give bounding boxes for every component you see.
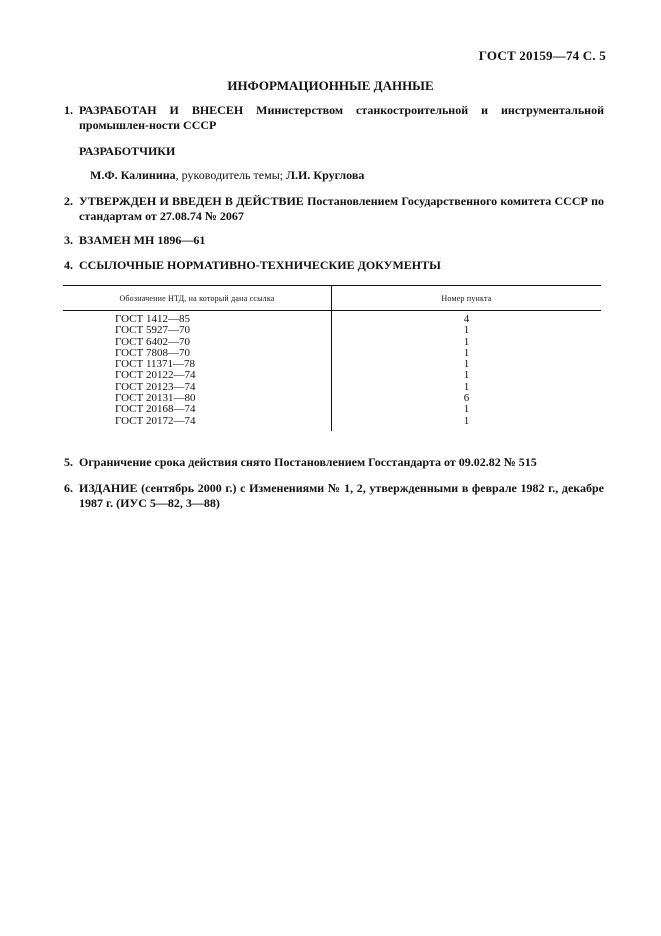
item-lead: ИЗДАНИЕ (79, 481, 138, 495)
cell-document: ГОСТ 11371—78 (63, 359, 332, 370)
cell-point: 1 (463, 369, 470, 382)
table-row (63, 416, 601, 431)
cell-document: ГОСТ 5927—70 (63, 325, 332, 336)
cell-point: 6 (463, 392, 470, 405)
page-header-reference: ГОСТ 20159—74 С. 5 (478, 48, 606, 63)
cell-document: ГОСТ 20168—74 (63, 404, 332, 415)
info-item-1 (64, 103, 604, 133)
item-number: 6. (64, 481, 73, 495)
cell-point: 1 (463, 335, 470, 348)
item-lead: ВЗАМЕН МН 1896—61 (79, 233, 206, 247)
page-title: ИНФОРМАЦИОННЫЕ ДАННЫЕ (227, 78, 434, 93)
cell-document: ГОСТ 7808—70 (63, 348, 332, 359)
item-lead: РАЗРАБОТАН И ВНЕСЕН (79, 103, 244, 117)
developers-line (90, 168, 364, 183)
table-row (63, 325, 601, 336)
cell-document: ГОСТ 20131—80 (63, 393, 332, 404)
cell-document: ГОСТ 6402—70 (63, 337, 332, 348)
info-item-4 (64, 258, 604, 273)
item-text: Министерством станкостроительной и инструментальной промышлен-ности СССР (79, 103, 605, 132)
item-text: Ограничение срока действия снято Постановлением Госстандарта от 09.02.82 № 515 (79, 455, 537, 469)
developer-name: Л.И. Круглова (286, 168, 365, 182)
info-item-6 (64, 481, 604, 511)
item-lead: УТВЕРЖДЕН И ВВЕДЕН В ДЕЙСТВИЕ (79, 194, 304, 208)
item-text: (сентябрь 2000 г.) с Изменениями № 1, 2, утвержденными в феврале 1982 г., декабре 1987 г. (ИУС 5—82, 3—88) (79, 481, 605, 510)
info-item-5 (64, 455, 604, 470)
column-header-document: Обозначение НТД, на который дана ссылка (63, 286, 332, 311)
cell-document: ГОСТ 20172—74 (63, 416, 332, 431)
item-number: 5. (64, 455, 73, 469)
references-table (63, 285, 601, 431)
item-text: Постановлением Государственного комитета СССР по стандартам от 27.08.74 № 2067 (79, 194, 605, 223)
item-number: 1. (64, 103, 73, 117)
cell-point: 1 (463, 346, 470, 359)
item-number: 2. (64, 194, 73, 208)
info-item-3 (64, 233, 604, 248)
cell-point: 1 (463, 380, 470, 393)
cell-document: ГОСТ 20123—74 (63, 382, 332, 393)
table-row (63, 311, 601, 326)
developer-name: М.Ф. Калинина (90, 168, 176, 182)
item-lead: ССЫЛОЧНЫЕ НОРМАТИВНО-ТЕХНИЧЕСКИЕ ДОКУМЕНТЫ (79, 258, 441, 272)
info-item-2 (64, 194, 604, 224)
table-header-row (63, 286, 601, 311)
developer-role: , руководитель темы; (175, 168, 287, 182)
developers-heading: РАЗРАБОТЧИКИ (79, 144, 176, 158)
cell-point: 1 (463, 324, 470, 337)
cell-point: 4 (463, 313, 470, 325)
cell-document: ГОСТ 20122—74 (63, 370, 332, 381)
column-header-point: Номер пункта (332, 286, 602, 311)
table-row (63, 404, 601, 415)
item-number: 3. (64, 233, 73, 247)
cell-point: 1 (463, 403, 470, 416)
cell-document: ГОСТ 1412—85 (63, 311, 332, 326)
cell-point: 1 (463, 414, 470, 427)
cell-point: 1 (463, 358, 470, 371)
item-number: 4. (64, 258, 73, 272)
